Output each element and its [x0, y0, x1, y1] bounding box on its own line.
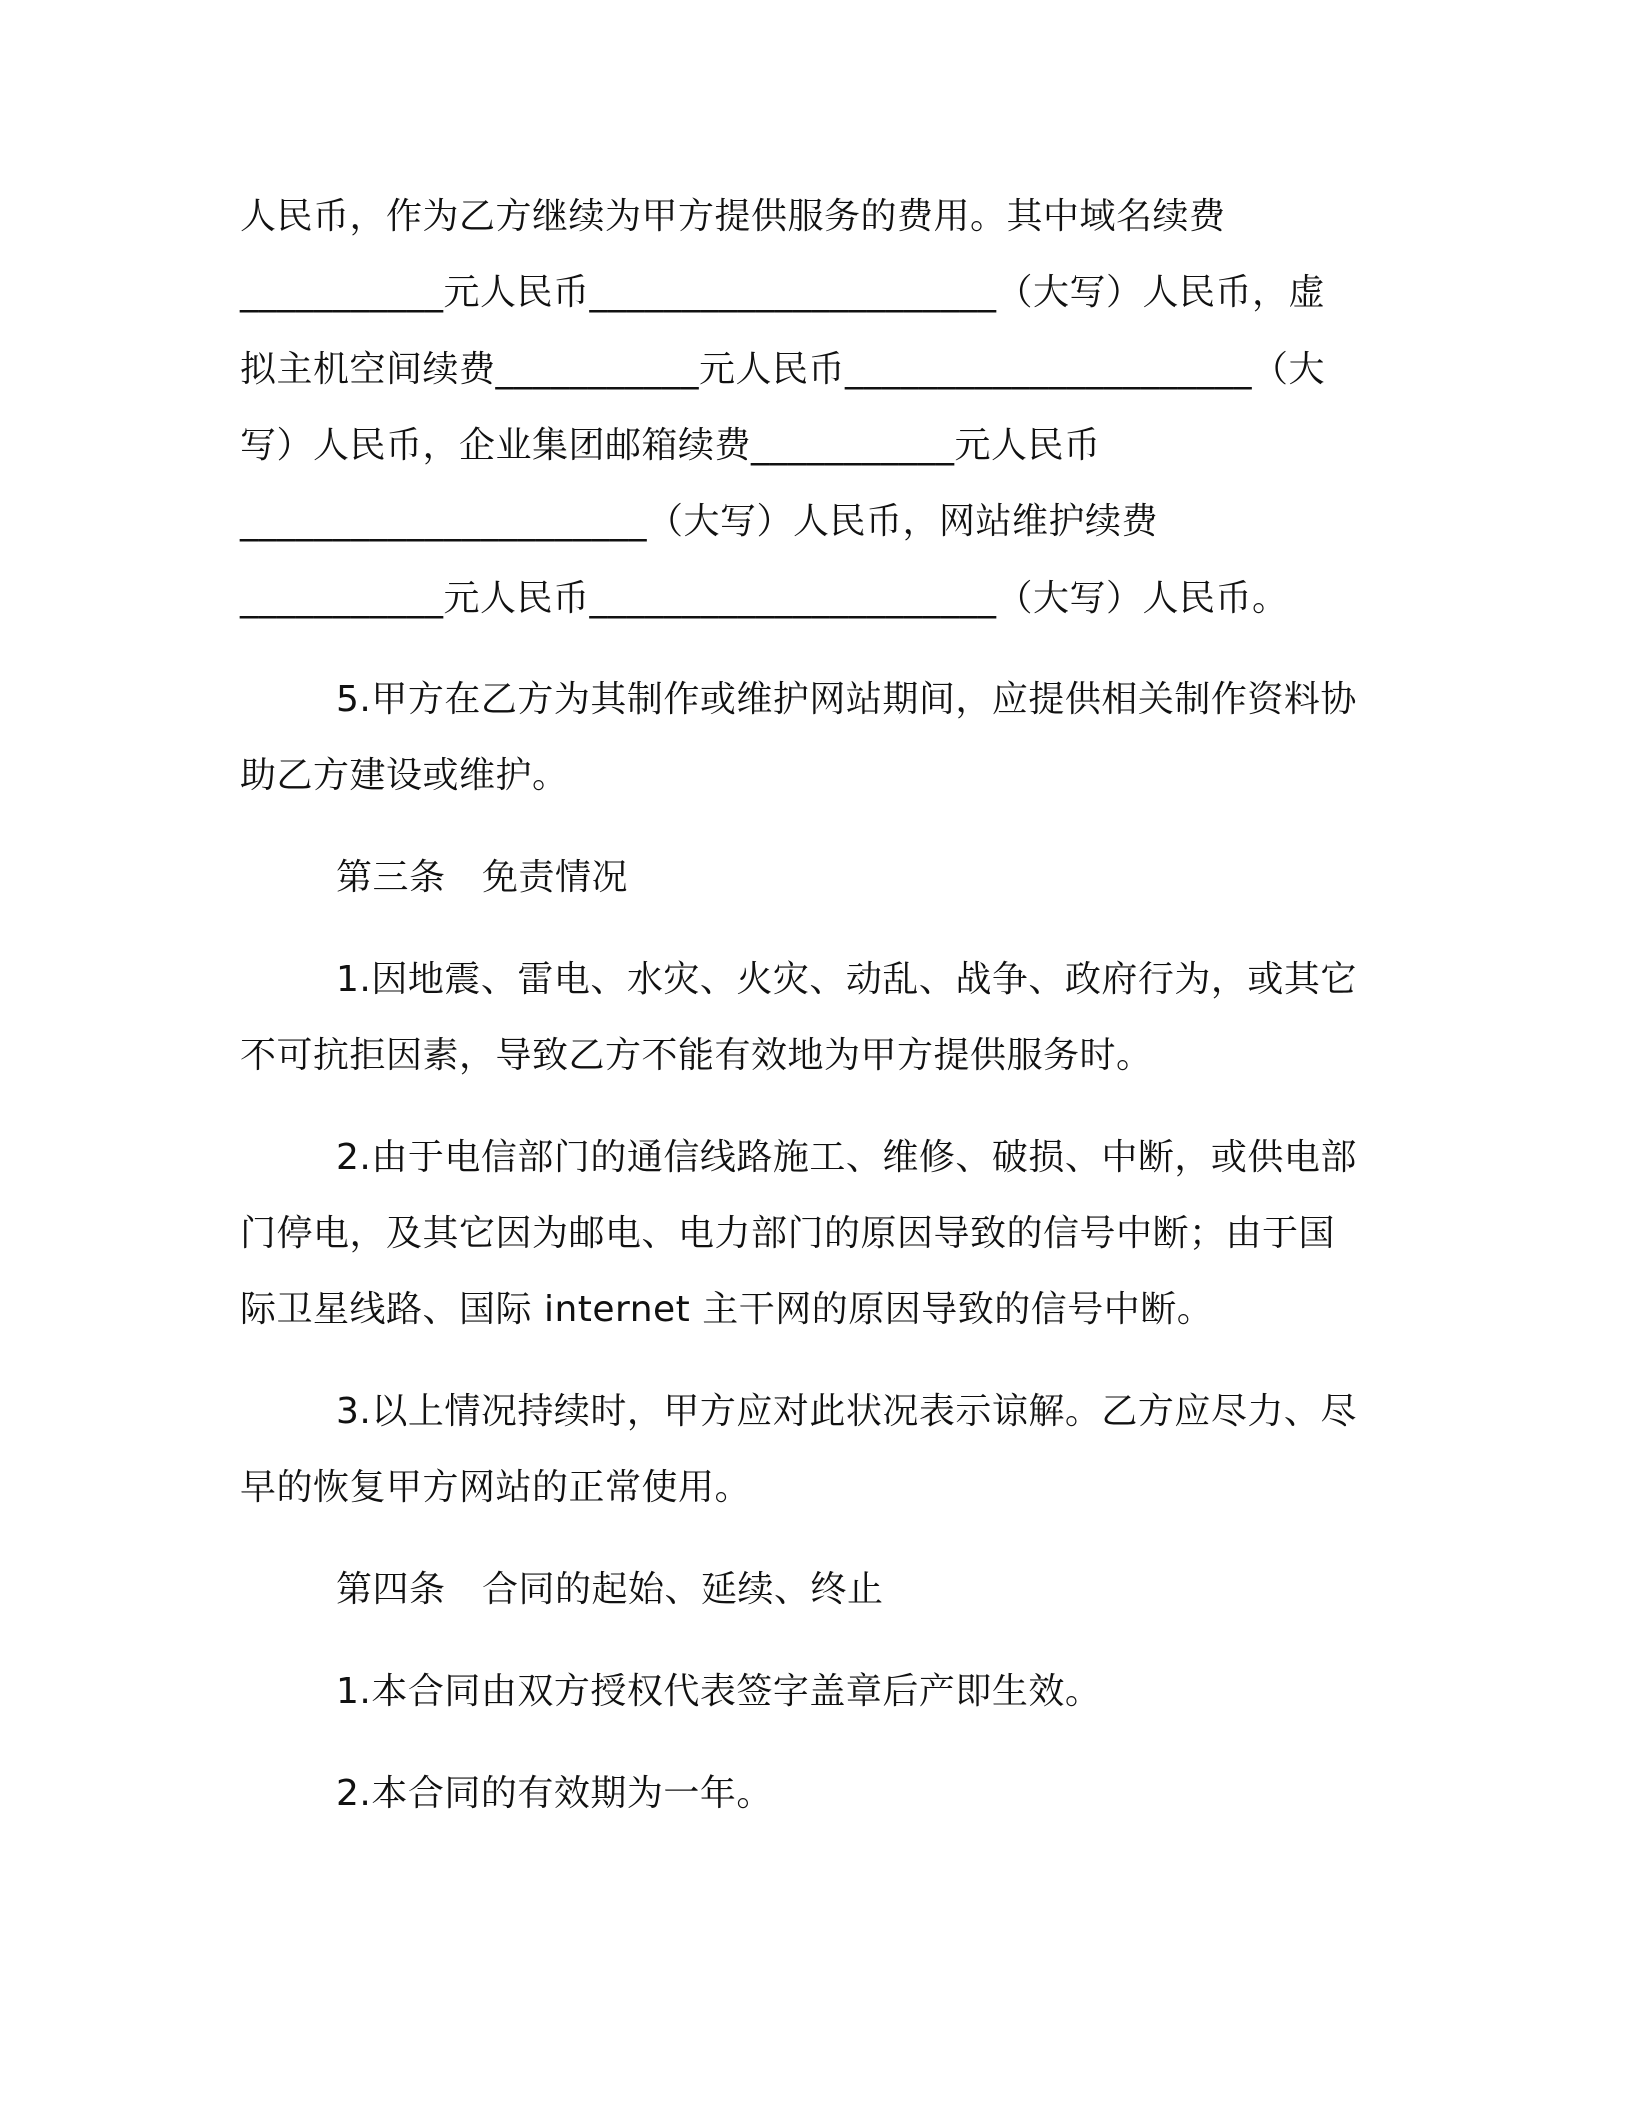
article-3-item-3-line-1: 3.以上情况持续时，甲方应对此状况表示谅解。乙方应尽力、尽 [336, 1391, 1357, 1432]
article-4-item-2: 2.本合同的有效期为一年。 [336, 1773, 773, 1814]
article-3-item-2-line-1: 2.由于电信部门的通信线路施工、维修、破损、中断，或供电部 [336, 1137, 1357, 1178]
article-3-item-1-line-2: 不可抗拒因素，导致乙方不能有效地为甲方提供服务时。 [240, 1035, 1153, 1076]
article-3-item-1-line-1: 1.因地震、雷电、水灾、火灾、动乱、战争、政府行为，或其它 [336, 959, 1357, 1000]
article-3-item-3-line-2: 早的恢复甲方网站的正常使用。 [240, 1467, 752, 1508]
text-line: ___________元人民币______________________（大写）人民币，虚 [240, 272, 1326, 313]
document-page [240, 0, 1400, 2112]
paragraph-5-line-2: 助乙方建设或维护。 [240, 755, 569, 796]
article-4-heading: 第四条 合同的起始、延续、终止 [336, 1569, 884, 1610]
text-line: 拟主机空间续费___________元人民币______________________（大 [240, 349, 1326, 390]
text-line: 人民币，作为乙方继续为甲方提供服务的费用。其中域名续费 [240, 196, 1226, 237]
article-3-item-2-line-3: 际卫星线路、国际 internet 主干网的原因导致的信号中断。 [240, 1289, 1214, 1330]
text-line: ______________________（大写）人民币，网站维护续费 [240, 501, 1159, 542]
article-4-item-1: 1.本合同由双方授权代表签字盖章后产即生效。 [336, 1671, 1102, 1712]
article-3-heading: 第三条 免责情况 [336, 857, 629, 898]
text-line: 写）人民币，企业集团邮箱续费___________元人民币 [240, 425, 1101, 466]
paragraph-5-line-1: 5.甲方在乙方为其制作或维护网站期间，应提供相关制作资料协 [336, 679, 1357, 720]
article-3-item-2-line-2: 门停电，及其它因为邮电、电力部门的原因导致的信号中断；由于国 [240, 1213, 1336, 1254]
text-line: ___________元人民币______________________（大写）人民币。 [240, 578, 1289, 619]
